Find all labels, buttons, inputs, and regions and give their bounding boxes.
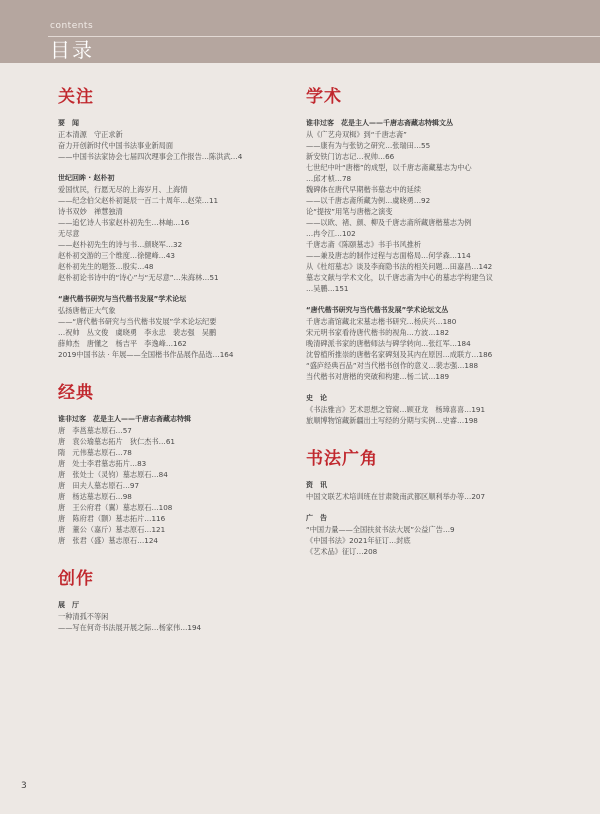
toc-entry[interactable]: 千唐志斋《陈颐墓志》书手书风推析 [306,240,422,249]
toc-entry[interactable]: 晚清碑派书家的唐楷师法与碑学转向…张红军…184 [306,339,471,348]
toc-entry[interactable]: 无尽意 [58,229,80,238]
toc-entry[interactable]: 唐 张君（盛）墓志原石…124 [58,536,158,545]
toc-entry[interactable]: 论“提按”用笔与唐楷之演变 [306,207,393,216]
toc-entry[interactable]: …祝帅 丛文俊 虞晓勇 李永忠 裴志强 吴鹏 [58,328,217,337]
block-heading: 资 讯 [306,481,327,489]
toc-entry[interactable]: 唐 李邕墓志原石…57 [58,426,132,435]
page-title: 目录 [50,38,94,62]
section-title: 经典 [58,383,94,403]
toc-entry[interactable]: 宋元明书家看待唐代楷书的视角…方波…182 [306,328,450,337]
toc-entry[interactable]: 七世纪中叶“唐楷”的成型，以千唐志斋藏墓志为中心 [306,163,472,172]
toc-entry[interactable]: ——以欧、褚、颜、柳及千唐志斋所藏唐楷墓志为例 [306,218,472,227]
toc-entry[interactable]: 弘扬唐楷正大气象 [58,306,116,315]
toc-entry[interactable]: ——追忆诗人书家赵朴初先生…林岫…16 [58,218,190,227]
toc-block [58,118,308,162]
block-heading: 史 论 [306,394,327,402]
toc-section [306,86,576,426]
toc-entry[interactable]: 当代楷书对唐楷的突破和构建…杨二试…189 [306,372,450,381]
section-title: 学术 [306,87,342,107]
page-number: 3 [21,781,27,791]
toc-section [58,568,308,633]
toc-block [306,480,576,502]
toc-section [306,448,576,557]
block-heading: “唐代楷书研究与当代楷书发展”学术论坛文丛 [306,306,449,314]
toc-entry[interactable]: “盛庐经典百品”对当代楷书创作的意义…裴志强…188 [306,361,479,370]
toc-block [306,118,576,294]
toc-entry[interactable]: 赵朴初先生的题签…殷实…48 [58,262,154,271]
toc-entry[interactable]: 唐 董公（嘉斤）墓志原石…121 [58,525,166,534]
block-heading: “唐代楷书研究与当代楷书发展”学术论坛 [58,295,187,303]
toc-entry[interactable]: 《艺术品》征订…208 [306,547,378,556]
toc-block [306,393,576,426]
toc-entry[interactable]: 唐 杨达墓志原石…98 [58,492,132,501]
toc-entry[interactable]: 唐 处士李君墓志拓片…83 [58,459,147,468]
section-title: 关注 [58,87,94,107]
right-column [306,86,576,568]
contents-label: contents [50,21,94,31]
toc-entry[interactable]: ——赵朴初先生的诗与书…颜晓军…32 [58,240,183,249]
toc-entry[interactable]: …冉令江…102 [306,229,356,238]
toc-block [306,305,576,382]
toc-entry[interactable]: 诗书双妙 禅慧独清 [58,207,123,216]
toc-entry[interactable]: 唐 田夫人墓志原石…97 [58,481,140,490]
toc-entry[interactable]: 薛帅杰 唐懂之 杨吉平 李逸峰…162 [58,339,187,348]
toc-block [58,173,308,283]
toc-entry[interactable]: 奋力开创新时代中国书法事业新局面 [58,141,174,150]
toc-entry[interactable]: ——纪念伯父赵朴初诞辰一百二十周年…赵荣…11 [58,196,219,205]
toc-entry[interactable]: 隋 元伟墓志原石…78 [58,448,132,457]
section-title: 书法广角 [306,449,378,469]
toc-entry[interactable]: …邱才桢…78 [306,174,352,183]
toc-entry[interactable]: ——兼及唐志的制作过程与志面格局…何学森…114 [306,251,471,260]
block-heading: 谁非过客 花是主人——千唐志斋藏志特辑 [58,415,191,423]
block-heading: 要 闻 [58,119,79,127]
toc-section [58,86,308,360]
toc-entry[interactable]: ——以千唐志斋所藏为例…虞晓勇…92 [306,196,431,205]
toc-entry[interactable]: ——中国书法家协会七届四次理事会工作报告…陈洪武…4 [58,152,243,161]
toc-entry[interactable]: ——写在何奇书法展开展之际…杨家伟…194 [58,623,202,632]
toc-section [58,382,308,546]
toc-entry[interactable]: 《书法雅言》艺术思想之管窥…顾亚龙 杨璋喜喜…191 [306,405,486,414]
toc-entry[interactable]: 唐 陈府君（颢）墓志拓片…116 [58,514,166,523]
toc-entry[interactable]: “中国力量——全国扶贫书法大展”公益广告…9 [306,525,455,534]
toc-entry[interactable]: …吴鹏…151 [306,284,349,293]
toc-entry[interactable]: 新安铁门访志记…祝帅…66 [306,152,395,161]
toc-entry[interactable]: 中国文联艺术培训班在甘肃陇南武都区顺利举办等…207 [306,492,486,501]
toc-entry[interactable]: ——“唐代楷书研究与当代楷书发展”学术论坛纪要 [58,317,217,326]
block-heading: 世纪回眸 · 赵朴初 [58,174,115,182]
toc-entry[interactable]: 正本清源 守正求新 [58,130,123,139]
toc-entry[interactable]: 一种清孤不等闲 [58,612,109,621]
toc-block [306,513,576,557]
toc-entry[interactable]: ——康有为与张钫之研究…张瑞田…55 [306,141,431,150]
left-column [58,86,308,644]
toc-block [58,414,308,546]
toc-entry[interactable]: 唐 张处士（灵钧）墓志原石…84 [58,470,168,479]
toc-entry[interactable]: 爱国忧民，行愿无尽的上海岁月、上海情 [58,185,188,194]
toc-entry[interactable]: 2019中国书法 · 年展——全国楷书作品展作品选…164 [58,350,234,359]
toc-entry[interactable]: 千唐志斋馆藏北宋墓志楷书研究…杨庆兴…180 [306,317,457,326]
toc-entry[interactable]: 魏碑体在唐代早期楷书墓志中的延续 [306,185,422,194]
toc-block [58,294,308,360]
section-title: 创作 [58,569,94,589]
toc-entry[interactable]: 《中国书法》2021年征订…封底 [306,536,411,545]
toc-block [58,600,308,633]
block-heading: 展 厅 [58,601,79,609]
toc-entry[interactable]: 沈曾植所推崇的唐楷名家碑刻及其内在原因…成联方…186 [306,350,493,359]
block-heading: 谁非过客 花是主人——千唐志斋藏志特辑文丛 [306,119,453,127]
toc-entry[interactable]: 从《广艺舟双楫》到“千唐志斋” [306,130,407,139]
toc-entry[interactable]: 唐 王公府君（翼）墓志原石…108 [58,503,173,512]
toc-entry[interactable]: 旅顺博物馆藏新疆出土写经的分期与实例…史睿…198 [306,416,478,425]
toc-entry[interactable]: 墓志文献与学术文化，以千唐志斋为中心的墓志学构建刍议 [306,273,493,282]
toc-entry[interactable]: 赵朴初论书诗中的“诗心”与“无尽意”…朱海林…51 [58,273,219,282]
toc-entry[interactable]: 唐 袁公瑜墓志拓片 狄仁杰书…61 [58,437,175,446]
block-heading: 广 告 [306,514,327,522]
header-divider [48,36,600,37]
toc-entry[interactable]: 赵朴初交游的三个维度…徐健峰…43 [58,251,175,260]
toc-entry[interactable]: 从《杜绍墓志》谈及李商隐书法的相关问题…田嘉昌…142 [306,262,493,271]
